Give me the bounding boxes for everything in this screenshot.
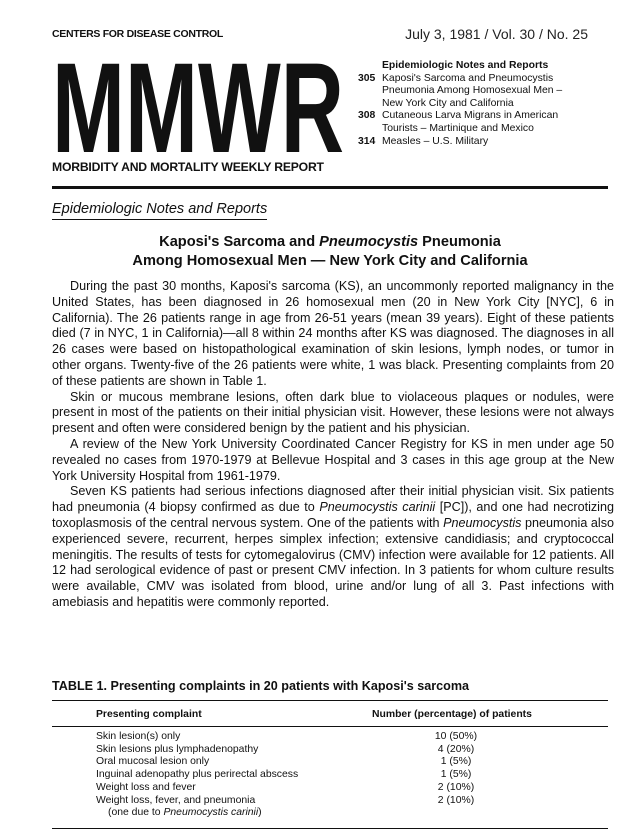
table-cell: Oral mucosal lesion only [96, 756, 210, 768]
table-row [96, 756, 526, 769]
publication-full-name: MORBIDITY AND MORTALITY WEEKLY REPORT [52, 160, 324, 174]
organism-name: Pneumocystis carinii [319, 500, 436, 515]
contents-page-number: 308 [358, 110, 376, 122]
contents-heading: Epidemiologic Notes and Reports [382, 60, 549, 71]
table-row [96, 782, 526, 795]
table-top-rule [52, 700, 608, 701]
text-run: pneumonia also experienced severe, recurrent, herpes simplex infection; extensive candidiasis; and cryptococcal meningitis. The results of tests for cytomegalovirus (CMV) infection were available for 12 patients. All 12 had serological evidence of past or present CMV infection. In 3 patients for whom culture results were available, CMV was isolated from blood, urine and/or lung of all 3. Past infections with amebiasis and hepatitis were commonly reported. [52, 515, 614, 609]
contents-item[interactable] [358, 73, 598, 111]
text-run: (one due to [108, 807, 164, 819]
contents-page-number: 314 [358, 135, 376, 147]
column-header: Number (percentage) of patients [372, 709, 532, 720]
issue-dateline: July 3, 1981 / Vol. 30 / No. 25 [405, 26, 588, 42]
text-run: Seven KS patients had serious infections diagnosed after their initial physician visit. Six patients had pneumonia (4 biopsy confirmed as due to [52, 484, 614, 515]
table-row [96, 807, 526, 820]
table-cell [96, 807, 396, 820]
title-organism: Pneumocystis [319, 234, 419, 250]
title-part: Kaposi's Sarcoma and [159, 234, 320, 250]
contents-line: Tourists – Martinique and Mexico [382, 122, 534, 134]
table-row [96, 744, 526, 757]
mmwr-logo [50, 52, 346, 156]
table-cell: Skin lesions plus lymphadenopathy [96, 743, 259, 755]
text-run: [PC]), and one had necrotizing toxoplasmosis of the central nervous system. One of the patients with [52, 500, 614, 530]
paragraph: A review of the New York University Coordinated Cancer Registry for KS in men under age 50 revealed no cases from 1970-1979 at Bellevue Hospital and 3 cases in this age group at the New York University Hospital from 1961-1979. [52, 436, 614, 483]
contents-page-number: 305 [358, 72, 376, 84]
table-cell: 2 (10%) [437, 781, 475, 793]
logo-lettering: MMWR [52, 52, 344, 156]
contents-line: Measles – U.S. Military [382, 135, 489, 147]
table-row [96, 731, 526, 744]
table-cell: 4 (20%) [437, 743, 475, 755]
contents-line: Pneumonia Among Homosexual Men – [382, 85, 563, 97]
paragraph [52, 484, 614, 610]
table-header-rule [52, 726, 608, 727]
paragraph: During the past 30 months, Kaposi's sarcoma (KS), an uncommonly reported malignancy in the United States, has been diagnosed in 26 homosexual men (20 in New York City [NYC], 6 in California). The 26 patients range in age from 26-51 years (mean 39 years). Eight of these patients died (7 in NYC, 1 in California)—all 8 within 24 months after KS was diagnosed. The diagnoses in all 26 cases were based on histopathological examination of skin lesions, lymph nodes, or tumor in other organs. Twenty-five of the 26 patients were white, 1 was black. Presenting complaints from 20 of these patients are shown in Table 1. [52, 279, 614, 388]
table-cell: 1 (5%) [440, 769, 472, 781]
section-heading: Epidemiologic Notes and Reports [52, 201, 267, 220]
title-part: Pneumonia [418, 234, 501, 250]
organism-name: Pneumocystis [443, 515, 522, 530]
contents-line: Cutaneous Larva Migrans in American [382, 110, 559, 122]
organism-name: Pneumocystis carinii [163, 807, 259, 819]
table-cell: 10 (50%) [434, 731, 478, 742]
column-header: Presenting complaint [96, 709, 202, 720]
table-bottom-rule [52, 828, 608, 829]
paragraph: Skin or mucous membrane lesions, often dark blue to violaceous plaques or nodules, were present in most of the patients on their initial physician visit. However, these lesions were not always present and often were considered benign by the patient and his physician. [52, 389, 614, 436]
table-cell: Weight loss and fever [96, 781, 196, 793]
article-body [52, 279, 614, 611]
contents-item[interactable] [358, 110, 598, 135]
article-title-line1 [52, 234, 608, 250]
contents-item[interactable] [358, 136, 598, 149]
contents-line: Kaposi's Sarcoma and Pneumocystis [382, 72, 554, 84]
table-row [96, 795, 526, 808]
table-cell: 1 (5%) [440, 756, 472, 768]
header-rule [52, 186, 608, 189]
article-title-line2: Among Homosexual Men — New York City and California [132, 253, 528, 269]
table-of-contents [358, 60, 598, 148]
table-cell: Skin lesion(s) only [96, 731, 181, 742]
table-cell: Weight loss, fever, and pneumonia [96, 794, 256, 806]
table-title: TABLE 1. Presenting complaints in 20 patients with Kaposi's sarcoma [52, 679, 470, 693]
org-name: CENTERS FOR DISEASE CONTROL [52, 28, 223, 40]
table-cell: Inguinal adenopathy plus perirectal abscess [96, 769, 299, 781]
contents-line: New York City and California [382, 97, 514, 109]
text-run: ) [258, 807, 262, 819]
table-body [96, 731, 526, 820]
table-cell [396, 807, 516, 820]
table-row [96, 769, 526, 782]
table-cell: 2 (10%) [437, 794, 475, 806]
